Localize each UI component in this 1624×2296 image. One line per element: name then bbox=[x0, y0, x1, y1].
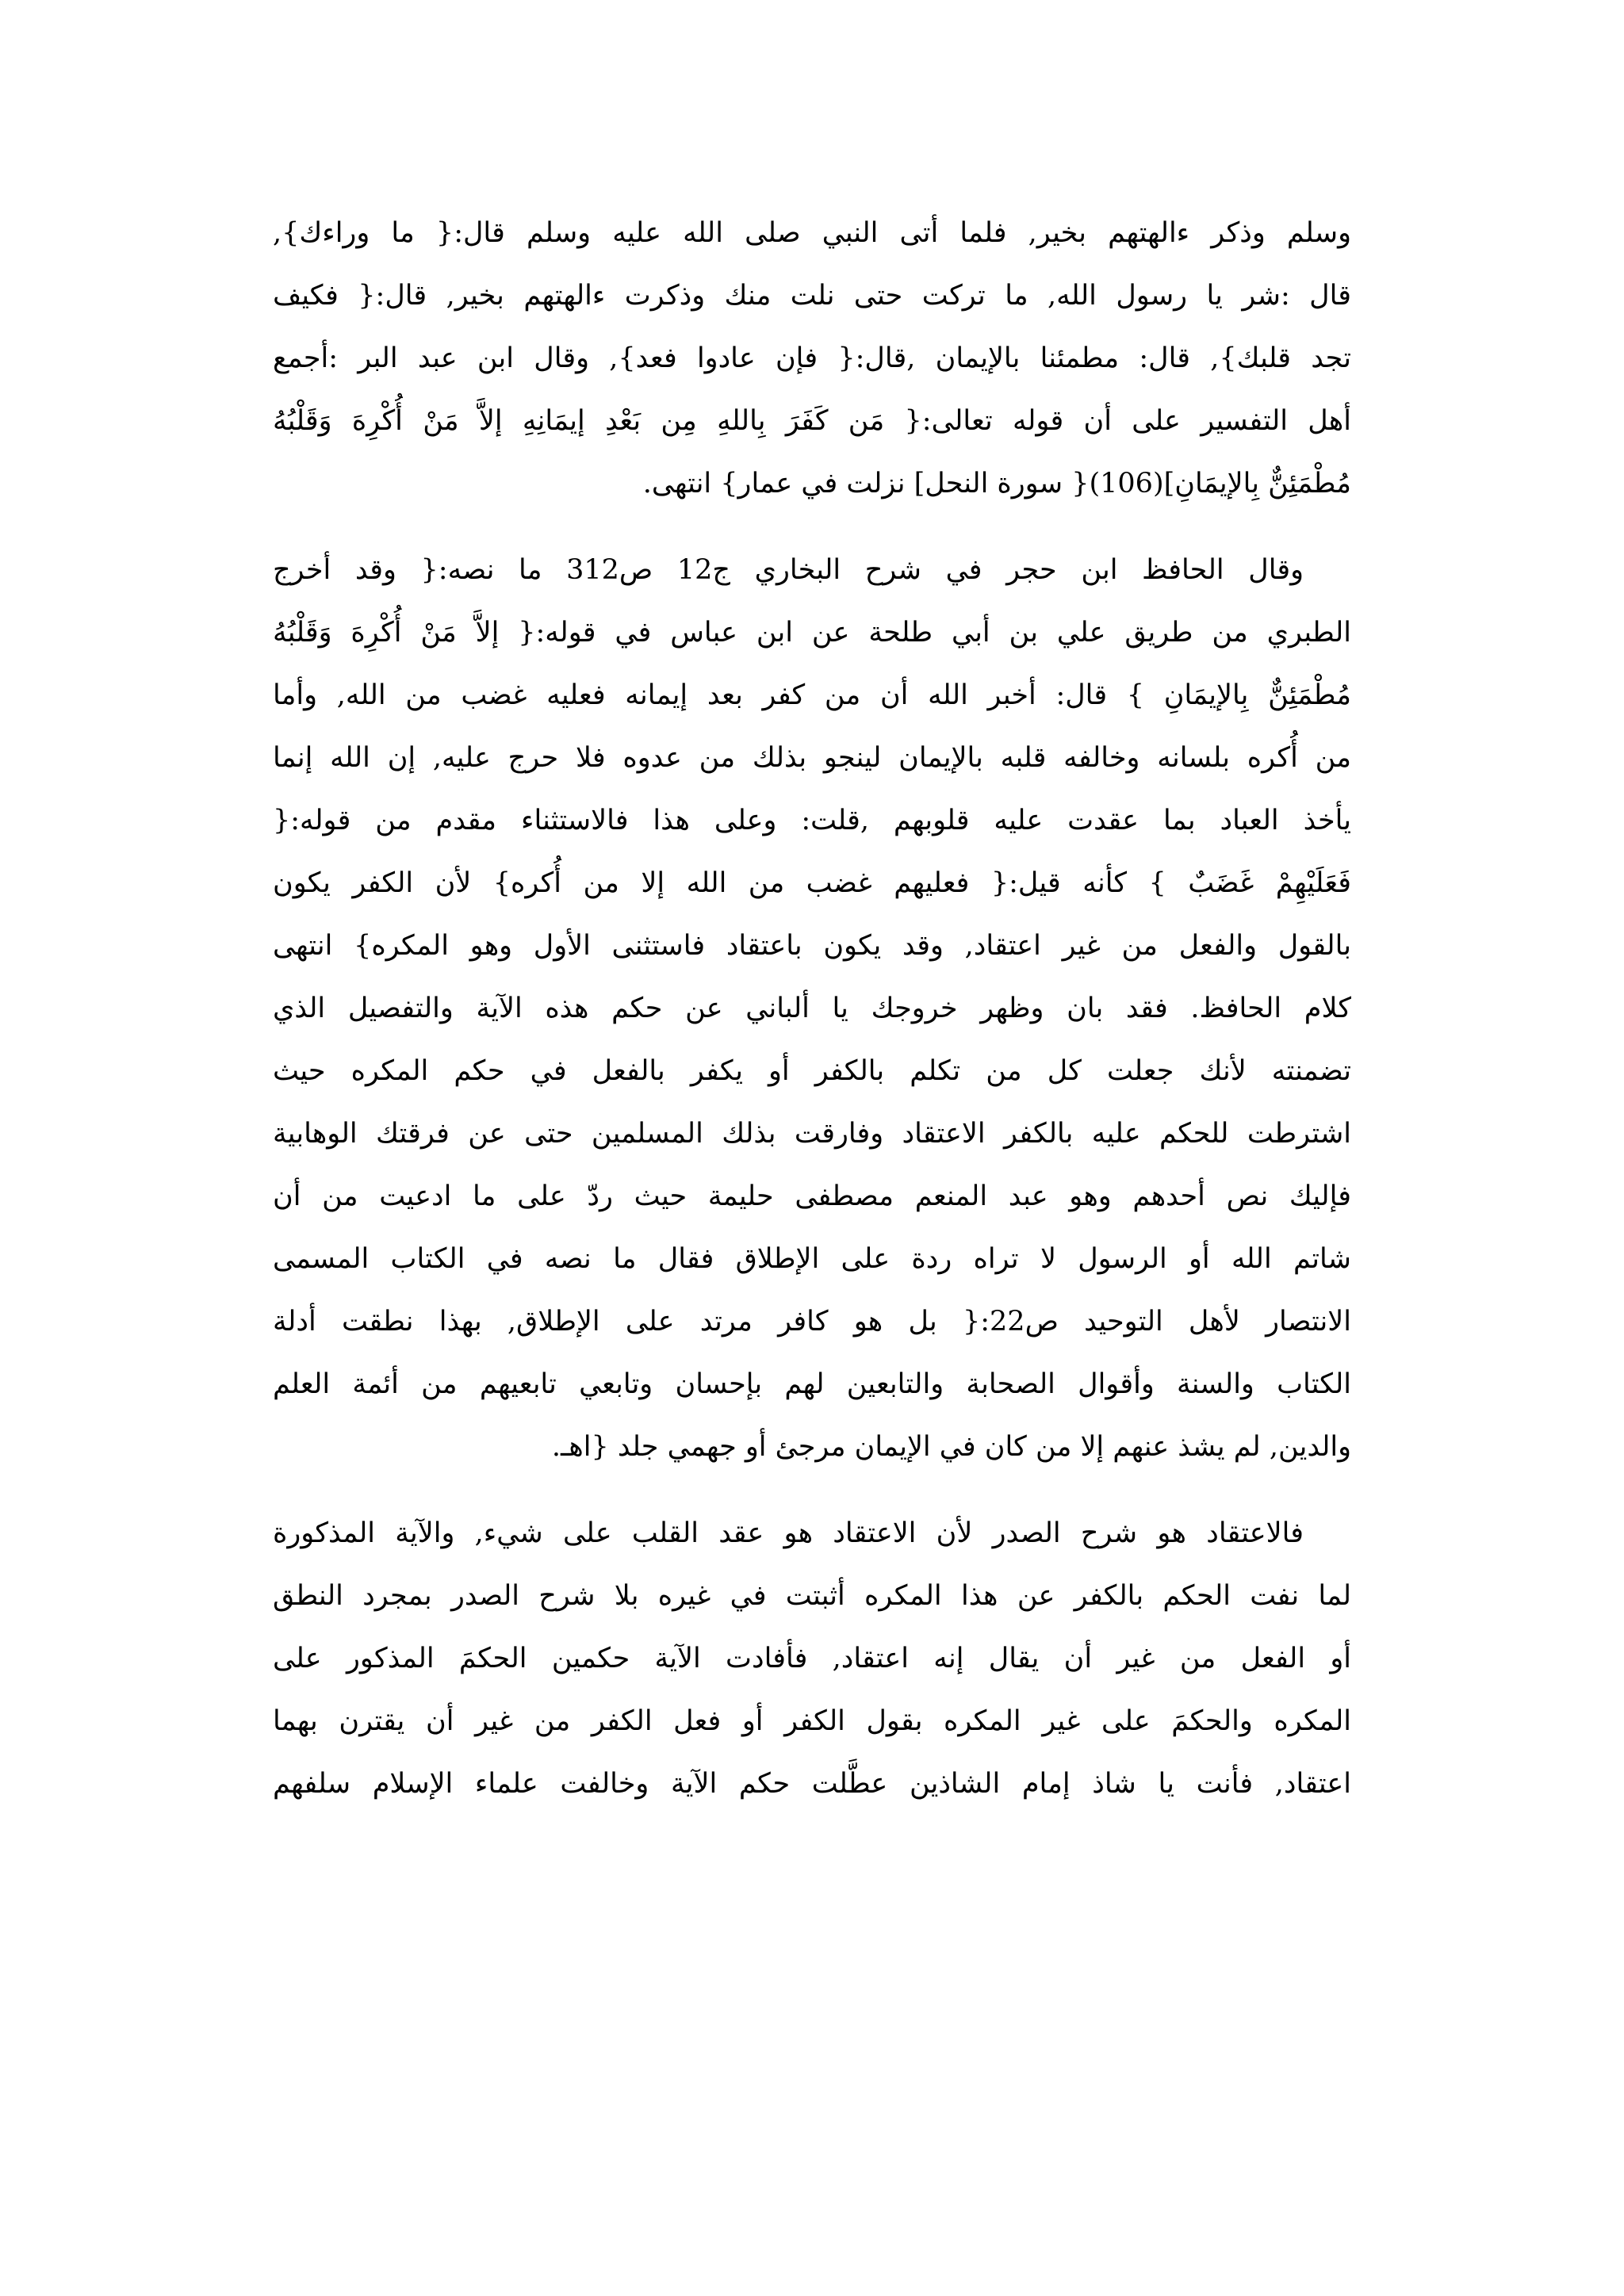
text-line: وقال الحافظ ابن حجر في شرح البخاري ج12 ص312 ما نصه:{ وقد أخرج bbox=[273, 554, 1304, 586]
text-line: تضمنته لأنك جعلت كل من تكلم بالكفر أو يكفر بالفعل في حكم المكره حيث bbox=[273, 1055, 1351, 1087]
text-line: شاتم الله أو الرسول لا تراه ردة على الإطلاق فقال ما نصه في الكتاب المسمى bbox=[273, 1243, 1351, 1275]
text-line: فالاعتقاد هو شرح الصدر لأن الاعتقاد هو عقد القلب على شيء, والآية المذكورة bbox=[273, 1517, 1304, 1549]
text-line: أو الفعل من غير أن يقال إنه اعتقاد, فأفادت الآية حكمين الحكمَ المذكور على bbox=[273, 1643, 1351, 1674]
text-line: قال :شر يا رسول الله, ما تركت حتى نلت منك وذكرت ءالهتهم بخير, قال:{ فكيف bbox=[273, 280, 1351, 312]
text-line: اعتقاد, فأنت يا شاذ إمام الشاذين عطَّلت حكم الآية وخالفت علماء الإسلام سلفهم bbox=[273, 1768, 1351, 1800]
text-line: فإليك نص أحدهم وهو عبد المنعم مصطفى حليمة حيث ردّ على ما ادعيت من أن bbox=[273, 1181, 1351, 1212]
text-line: فَعَلَيْهِمْ غَضَبٌ } كأنه قيل:{ فعليهم غضب من الله إلا من أُكره} لأن الكفر يكون bbox=[273, 867, 1351, 899]
document-page bbox=[273, 202, 1351, 1839]
text-line: لما نفت الحكم بالكفر عن هذا المكره أثبتت في غيره بلا شرح الصدر بمجرد النطق bbox=[273, 1580, 1351, 1612]
text-line: تجد قلبك}, قال: مطمئنا بالإيمان ,قال:{ فإن عادوا فعد}, وقال ابن عبد البر :أجمع bbox=[273, 342, 1351, 374]
text-line: بالقول والفعل من غير اعتقاد, وقد يكون باعتقاد فاستثنى الأول وهو المكره} انتهى bbox=[273, 930, 1351, 962]
text-line: مُطْمَئِنٌّ بِالإيمَانِ](106){ سورة النحل] نزلت في عمار} انتهى. bbox=[642, 468, 1351, 499]
text-line: والدين, لم يشذ عنهم إلا من كان في الإيمان مرجئ أو جهمي جلد {اهـ. bbox=[551, 1431, 1351, 1463]
text-line: من أُكره بلسانه وخالفه قلبه بالإيمان لينجو بذلك من عدوه فلا حرج عليه, إن الله إنما bbox=[273, 742, 1351, 774]
paragraph-2 bbox=[273, 539, 1351, 1479]
text-line: الانتصار لأهل التوحيد ص22:{ بل هو كافر مرتد على الإطلاق, بهذا نطقت أدلة bbox=[273, 1306, 1351, 1337]
text-line: أهل التفسير على أن قوله تعالى:{ مَن كَفَرَ بِاللهِ مِن بَعْدِ إيمَانِهِ إلاَّ مَنْ أُكْرِهَ وَقَلْبُهُ bbox=[273, 405, 1351, 437]
text-line: وسلم وذكر ءالهتهم بخير, فلما أتى النبي صلى الله عليه وسلم قال:{ ما وراءك}, bbox=[273, 217, 1351, 249]
paragraph-1 bbox=[273, 202, 1351, 515]
text-line: الكتاب والسنة وأقوال الصحابة والتابعين لهم بإحسان وتابعي تابعيهم من أئمة العلم bbox=[273, 1368, 1351, 1400]
text-line: يأخذ العباد بما عقدت عليه قلوبهم ,قلت: وعلى هذا فالاستثناء مقدم من قوله:{ bbox=[273, 805, 1351, 836]
text-line: المكره والحكمَ على غير المكره بقول الكفر أو فعل الكفر من غير أن يقترن بهما bbox=[273, 1705, 1351, 1737]
paragraph-3 bbox=[273, 1502, 1351, 1816]
text-line: مُطْمَئِنٌّ بِالإيمَانِ } قال: أخبر الله أن من كفر بعد إيمانه فعليه غضب من الله, وأما bbox=[273, 679, 1351, 711]
text-line: كلام الحافظ. فقد بان وظهر خروجك يا ألباني عن حكم هذه الآية والتفصيل الذي bbox=[273, 993, 1351, 1024]
text-line: اشترطت للحكم عليه بالكفر الاعتقاد وفارقت بذلك المسلمين حتى عن فرقتك الوهابية bbox=[273, 1118, 1351, 1150]
text-line: الطبري من طريق علي بن أبي طلحة عن ابن عباس في قوله:{ إلاَّ مَنْ أُكْرِهَ وَقَلْبُهُ bbox=[273, 617, 1351, 649]
